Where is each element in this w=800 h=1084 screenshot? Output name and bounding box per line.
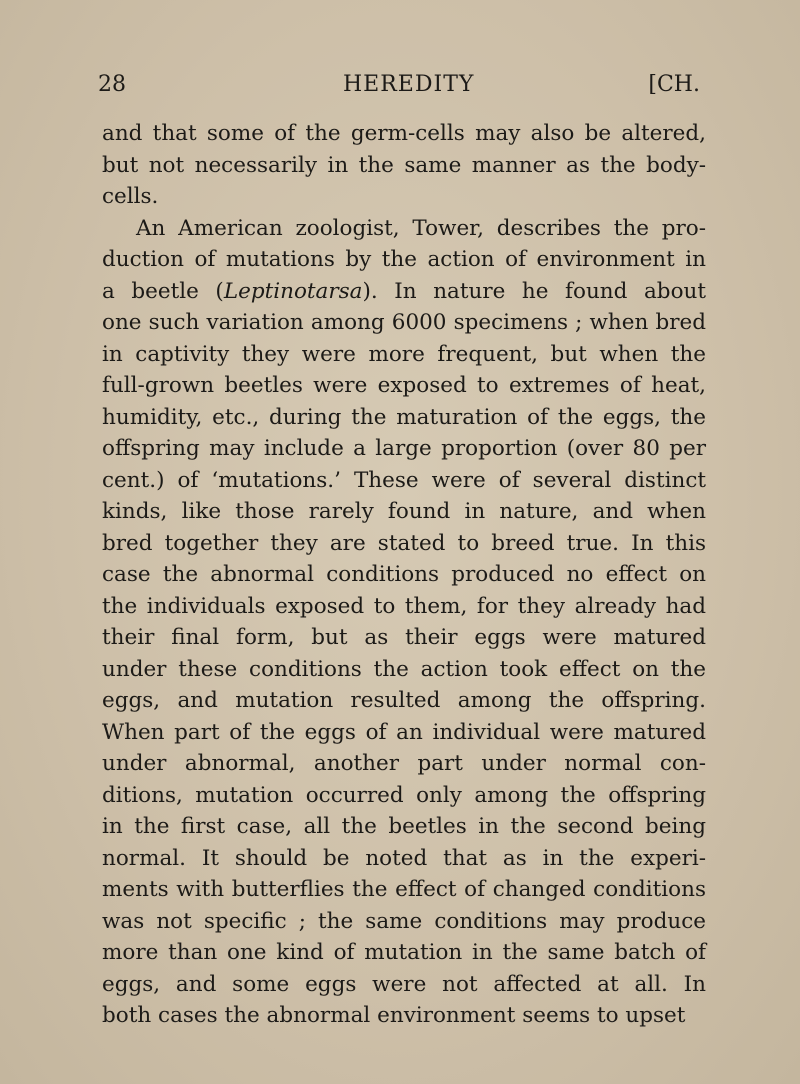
text-line: and that some of the germ-cells may also be altered, [102, 121, 706, 146]
page-number: 28 [98, 72, 126, 97]
text-line: both cases the abnormal environment seems to upset [102, 1003, 686, 1028]
text-line: a beetle (Leptinotarsa). In nature he found about [102, 278, 707, 304]
page-header [98, 72, 702, 106]
text-line: bred together they are stated to breed true. In this [102, 530, 706, 556]
body-text [102, 118, 706, 1032]
text-line: under these conditions the action took effect on the [102, 656, 706, 682]
text-line: under abnormal, another part under normal con- [102, 751, 706, 776]
text-line: their final form, but as their eggs were matured [102, 625, 706, 650]
text-line: normal. It should be noted that as in the experi- [102, 845, 706, 871]
text-line: one such variation among 6000 specimens ; when bred [102, 310, 706, 335]
text-line: case the abnormal conditions produced no effect on [102, 562, 706, 587]
text-line: full-grown beetles were exposed to extremes of heat, [102, 373, 706, 398]
chapter-mark: [CH. [648, 72, 700, 97]
text-line: the individuals exposed to them, for they already had [102, 593, 706, 619]
italic-genus-name: Leptinotarsa [223, 278, 363, 304]
text-line: cells. [102, 184, 159, 209]
text-line: eggs, and mutation resulted among the offspring. [102, 688, 706, 713]
text-line: humidity, etc., during the maturation of the eggs, the [102, 404, 706, 430]
running-title: HEREDITY [343, 72, 475, 97]
text-line: ditions, mutation occurred only among the offspring [102, 782, 706, 808]
text-line: duction of mutations by the action of environment in [102, 247, 706, 272]
paragraph-first-line: An American zoologist, Tower, describes the pro- [136, 215, 706, 241]
text-line: in captivity they were more frequent, but when the [102, 341, 706, 367]
text-line: cent.) of ‘mutations.’ These were of several distinct [102, 467, 706, 493]
text-line: more than one kind of mutation in the same batch of [102, 940, 706, 965]
text-line: kinds, like those rarely found in nature, and when [102, 499, 706, 524]
text-line: offspring may include a large proportion (over 80 per [102, 436, 706, 461]
text-line: but not necessarily in the same manner as the body- [102, 152, 706, 178]
text-line: ments with butterflies the effect of changed conditions [102, 877, 706, 902]
text-line: eggs, and some eggs were not affected at all. In [102, 971, 706, 997]
text-line: was not specific ; the same conditions may produce [102, 908, 706, 934]
text-line: in the first case, all the beetles in the second being [102, 814, 706, 839]
text-line: When part of the eggs of an individual were matured [102, 719, 706, 745]
